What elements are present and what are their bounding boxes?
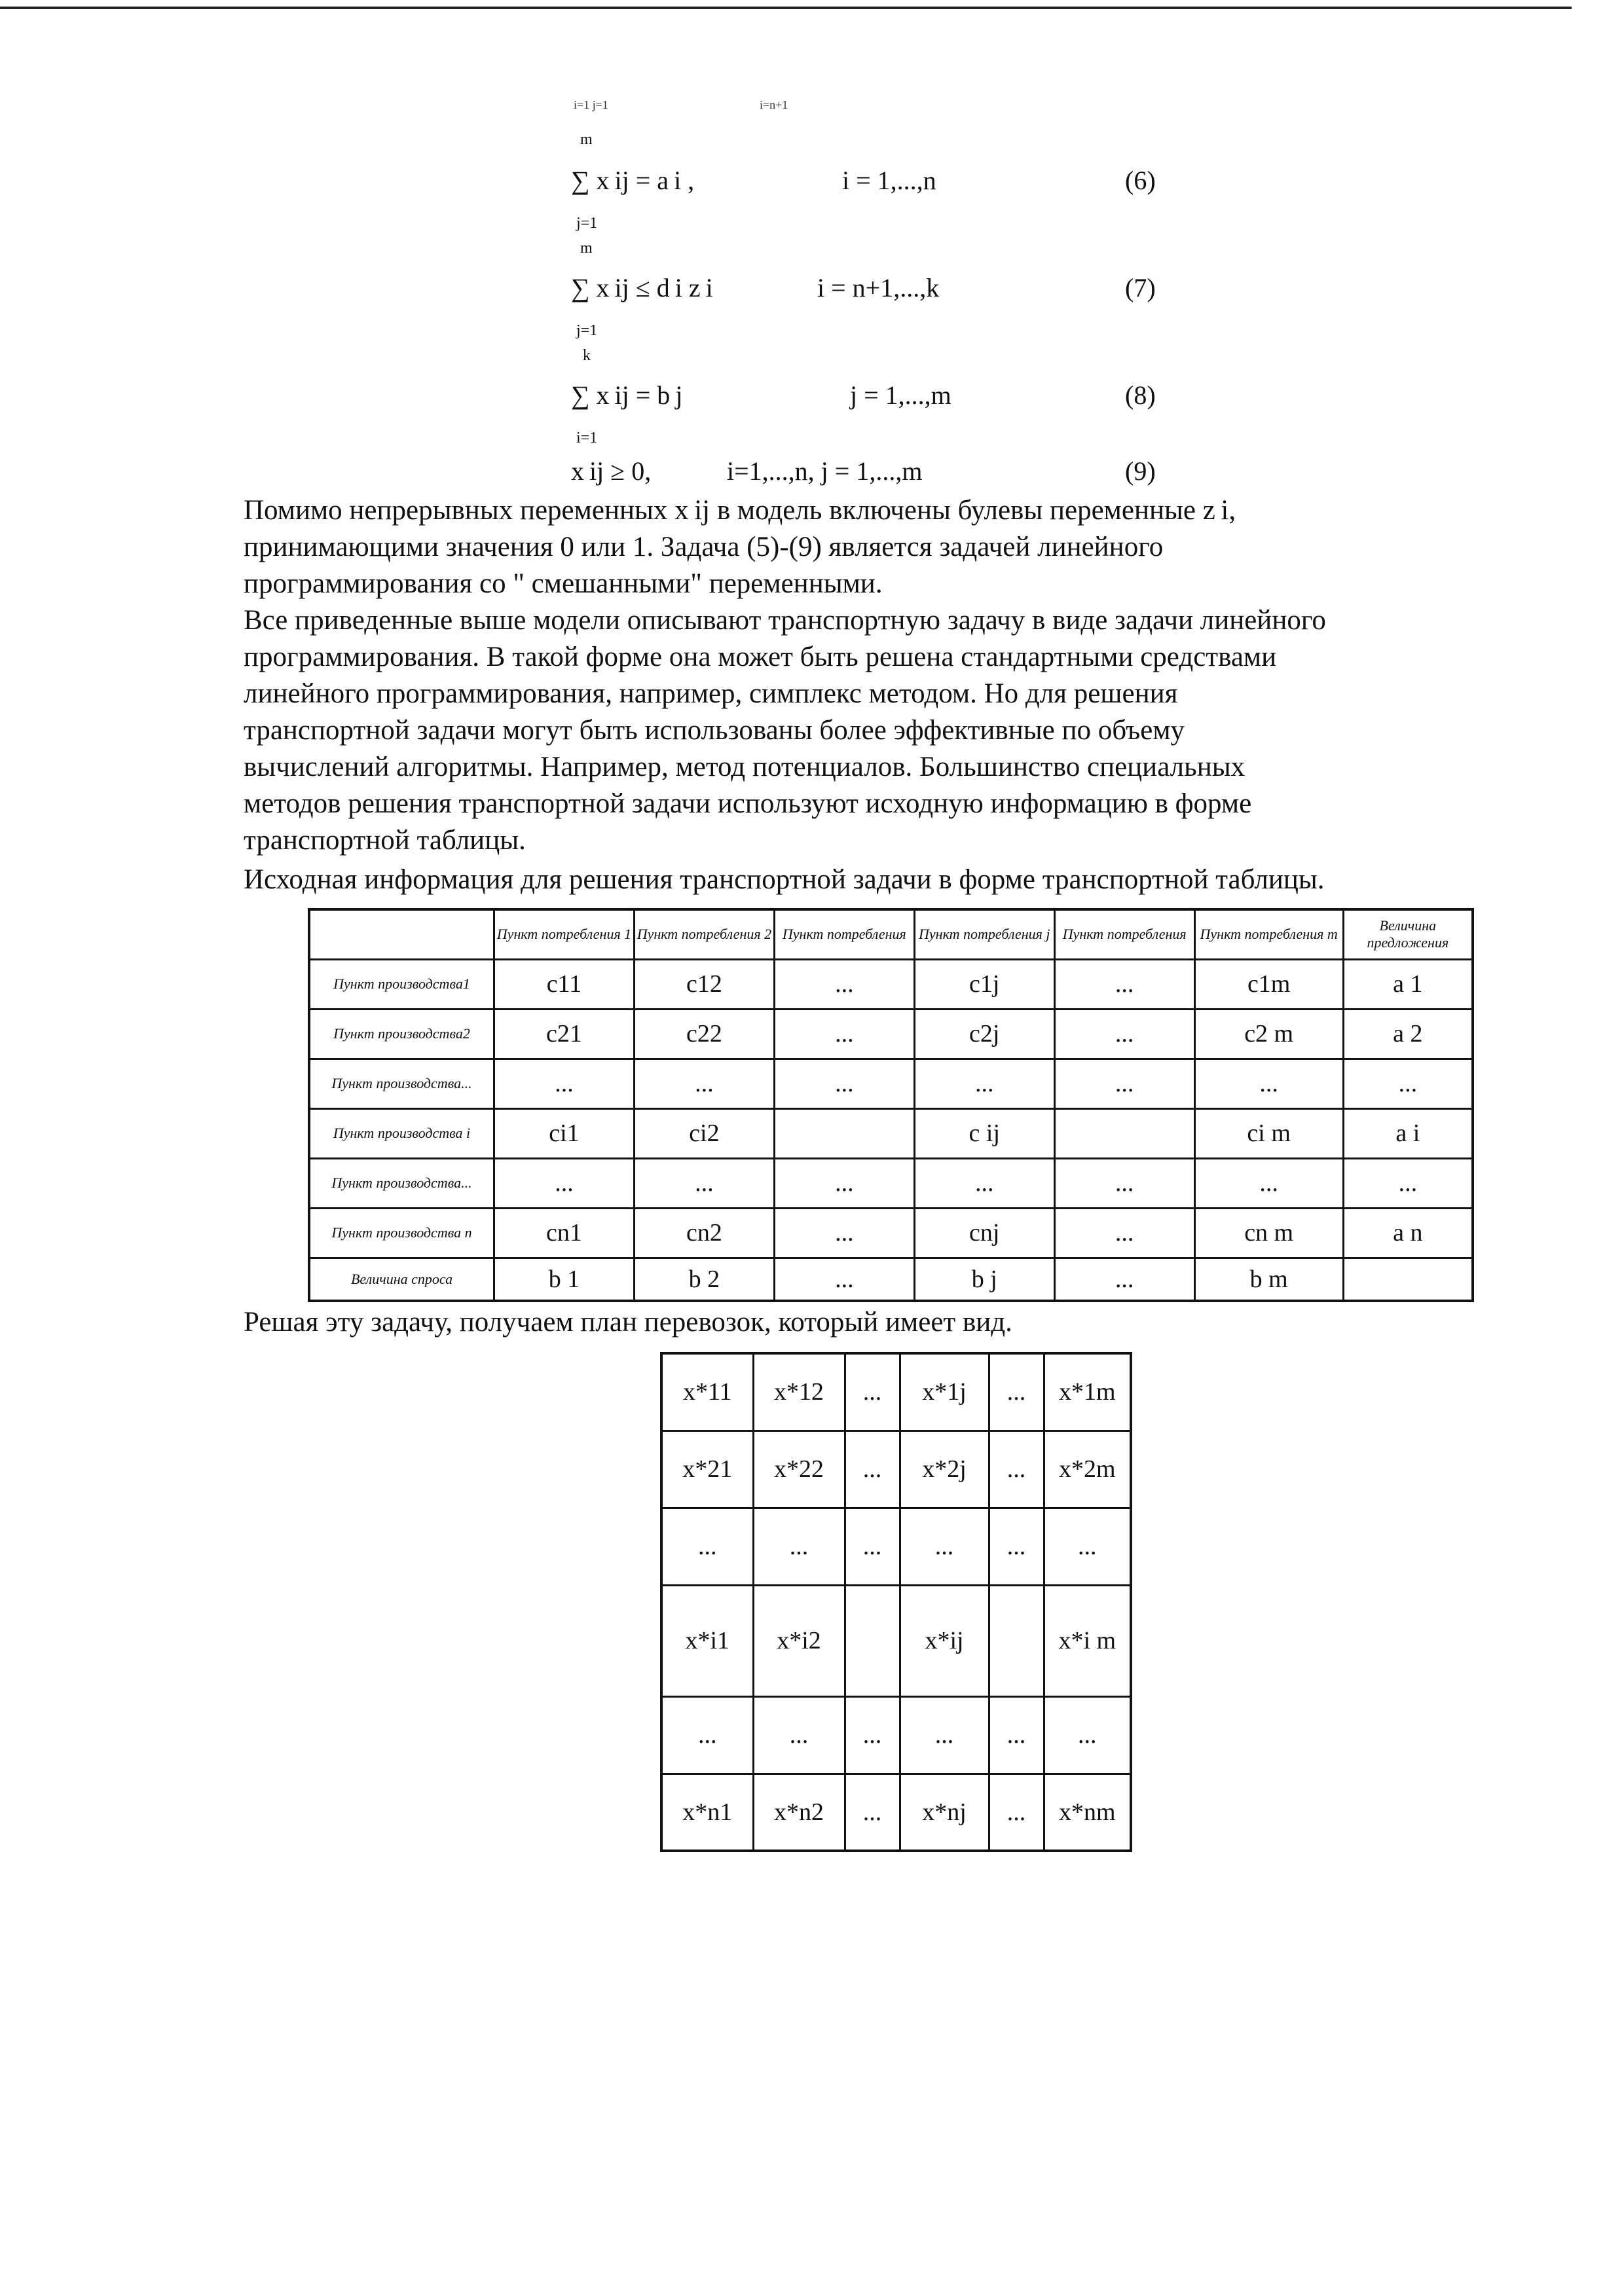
- header-cell: Пункт потребления 1: [494, 909, 635, 959]
- header-cell: Пункт потребления 2: [634, 909, 774, 959]
- equation-expression: x ij ≥ 0,: [571, 456, 652, 486]
- header-cell: [309, 909, 494, 959]
- table-cell: a n: [1343, 1208, 1473, 1258]
- equation-7: [571, 272, 1226, 312]
- table-row: [309, 1158, 1473, 1208]
- table-row: [661, 1774, 1131, 1851]
- row-label: Пункт производства2: [309, 1009, 494, 1059]
- equation-expression: ∑ x ij ≤ d i z i: [571, 273, 713, 302]
- table-header-row: [309, 909, 1473, 959]
- row-label: Пункт производства i: [309, 1108, 494, 1158]
- solution-caption: Решая эту задачу, получаем план перевозок, который имеет вид.: [244, 1307, 1012, 1338]
- table-cell: ...: [1343, 1158, 1473, 1208]
- table-row: [309, 1108, 1473, 1158]
- row-label: Пункт производства n: [309, 1208, 494, 1258]
- table-cell: c12: [634, 959, 774, 1009]
- text-line: программирования со " смешанными" переменными.: [244, 568, 883, 599]
- sum-upper-limit: m: [580, 240, 593, 257]
- equation-6: [571, 165, 1226, 204]
- header-cell: Пункт потребления: [1054, 909, 1194, 959]
- table-cell: c2j: [914, 1009, 1054, 1059]
- table-row-demand: [309, 1258, 1473, 1301]
- table-cell: x*2m: [1044, 1430, 1131, 1508]
- paragraph-boolean-variables: [244, 492, 1527, 602]
- table-row: [309, 1009, 1473, 1059]
- table-cell: ...: [989, 1353, 1044, 1430]
- table-cell: ...: [989, 1696, 1044, 1774]
- table-cell: ...: [914, 1059, 1054, 1108]
- table-cell: ...: [845, 1774, 900, 1851]
- table-cell: x*21: [661, 1430, 753, 1508]
- table-cell: b 2: [634, 1258, 774, 1301]
- table-cell: a i: [1343, 1108, 1473, 1158]
- table-row: [661, 1585, 1131, 1696]
- cropped-formula-fragment: i=1 j=1: [574, 98, 608, 111]
- text-line: принимающими значения 0 или 1. Задача (5)-(9) является задачей линейного: [244, 532, 1164, 562]
- table-cell: c21: [494, 1009, 635, 1059]
- table-cell: x*i m: [1044, 1585, 1131, 1696]
- table-cell: c ij: [914, 1108, 1054, 1158]
- table-cell: x*1m: [1044, 1353, 1131, 1430]
- table-cell: a 1: [1343, 959, 1473, 1009]
- table-cell: c11: [494, 959, 635, 1009]
- table-cell: x*n2: [753, 1774, 845, 1851]
- table-cell: x*1j: [900, 1353, 989, 1430]
- table-cell: ...: [1054, 1208, 1194, 1258]
- table-cell: x*22: [753, 1430, 845, 1508]
- table-cell: [1054, 1108, 1194, 1158]
- sum-lower-limit: j=1: [576, 322, 598, 339]
- equation-number: (6): [1125, 166, 1156, 195]
- table-row: [309, 1208, 1473, 1258]
- equation-expression: ∑ x ij = a i ,: [571, 166, 695, 195]
- table-cell: c1m: [1194, 959, 1343, 1009]
- table-cell: ...: [494, 1059, 635, 1108]
- table-cell: cn2: [634, 1208, 774, 1258]
- table-row: [661, 1508, 1131, 1585]
- table-cell: x*n1: [661, 1774, 753, 1851]
- equation-number: (8): [1125, 380, 1156, 410]
- cropped-formula-fragment: i=n+1: [760, 98, 788, 111]
- table-cell: cn m: [1194, 1208, 1343, 1258]
- equation-condition: i = 1,...,n: [842, 166, 936, 195]
- table-cell: a 2: [1343, 1009, 1473, 1059]
- header-cell: Пункт потребления m: [1194, 909, 1343, 959]
- table-cell: c2 m: [1194, 1009, 1343, 1059]
- table-cell: ci1: [494, 1108, 635, 1158]
- table-cell: x*nm: [1044, 1774, 1131, 1851]
- equation-expression: ∑ x ij = b j: [571, 380, 683, 410]
- equation-number: (9): [1125, 456, 1156, 486]
- table-cell: ...: [900, 1508, 989, 1585]
- table-cell: ...: [1343, 1059, 1473, 1108]
- equation-condition: i=1,...,n, j = 1,...,m: [727, 456, 923, 486]
- table-cell: x*2j: [900, 1430, 989, 1508]
- table-row: [661, 1696, 1131, 1774]
- text-line: транспортной таблицы.: [244, 825, 526, 856]
- table-cell: ...: [1054, 1059, 1194, 1108]
- table-cell: ...: [1194, 1059, 1343, 1108]
- table-cell: b j: [914, 1258, 1054, 1301]
- table-cell: [1343, 1258, 1473, 1301]
- table-cell: ...: [774, 1158, 914, 1208]
- table-cell: b 1: [494, 1258, 635, 1301]
- table-cell: ...: [989, 1508, 1044, 1585]
- text-line: линейного программирования, например, симплекс методом. Но для решения: [244, 678, 1178, 709]
- table-cell: ci m: [1194, 1108, 1343, 1158]
- table-row: [309, 959, 1473, 1009]
- sum-upper-limit: k: [583, 347, 591, 364]
- table-cell: c1j: [914, 959, 1054, 1009]
- row-label: Пункт производства...: [309, 1059, 494, 1108]
- table-cell: ...: [900, 1696, 989, 1774]
- text-line: методов решения транспортной задачи используют исходную информацию в форме: [244, 788, 1252, 819]
- text-line: Все приведенные выше модели описывают транспортную задачу в виде задачи линейного: [244, 605, 1326, 636]
- table-cell: [989, 1585, 1044, 1696]
- table-cell: ...: [774, 1258, 914, 1301]
- transport-table: [308, 908, 1474, 1302]
- table-cell: x*nj: [900, 1774, 989, 1851]
- text-line: программирования. В такой форме она может быть решена стандартными средствами: [244, 642, 1277, 672]
- table-cell: cnj: [914, 1208, 1054, 1258]
- table-cell: ...: [774, 1009, 914, 1059]
- text-line: транспортной задачи могут быть использованы более эффективные по объему: [244, 715, 1185, 746]
- equation-number: (7): [1125, 273, 1156, 302]
- top-rule: [0, 7, 1572, 9]
- table-cell: cn1: [494, 1208, 635, 1258]
- shipment-plan-table: [660, 1352, 1132, 1852]
- table-caption: Исходная информация для решения транспортной задачи в форме транспортной таблицы.: [244, 864, 1325, 895]
- table-cell: ...: [845, 1696, 900, 1774]
- table-cell: ...: [634, 1059, 774, 1108]
- table-cell: ...: [1054, 959, 1194, 1009]
- table-cell: ...: [914, 1158, 1054, 1208]
- table-cell: ...: [1044, 1696, 1131, 1774]
- table-cell: x*ij: [900, 1585, 989, 1696]
- table-row: [661, 1353, 1131, 1430]
- table-cell: ...: [989, 1774, 1044, 1851]
- table-cell: ...: [845, 1508, 900, 1585]
- table-cell: b m: [1194, 1258, 1343, 1301]
- table-cell: ...: [845, 1430, 900, 1508]
- table-cell: x*12: [753, 1353, 845, 1430]
- table-cell: x*i2: [753, 1585, 845, 1696]
- table-cell: ...: [661, 1508, 753, 1585]
- table-cell: c22: [634, 1009, 774, 1059]
- table-cell: ...: [1054, 1258, 1194, 1301]
- table-cell: ...: [494, 1158, 635, 1208]
- table-cell: ...: [1194, 1158, 1343, 1208]
- table-cell: ...: [634, 1158, 774, 1208]
- table-cell: ...: [774, 1208, 914, 1258]
- table-cell: ci2: [634, 1108, 774, 1158]
- paragraph-transport-problem: [244, 602, 1527, 859]
- table-cell: ...: [1044, 1508, 1131, 1585]
- sum-lower-limit: j=1: [576, 215, 598, 232]
- header-cell: Пункт потребления j: [914, 909, 1054, 959]
- header-cell: Величина предложения: [1343, 909, 1473, 959]
- table-cell: ...: [753, 1696, 845, 1774]
- table-cell: ...: [1054, 1009, 1194, 1059]
- table-cell: ...: [1054, 1158, 1194, 1208]
- table-row: [309, 1059, 1473, 1108]
- equation-9: [571, 456, 1226, 495]
- row-label: Пункт производства1: [309, 959, 494, 1009]
- sum-lower-limit: i=1: [576, 429, 598, 446]
- table-cell: ...: [774, 959, 914, 1009]
- table-cell: ...: [753, 1508, 845, 1585]
- table-cell: ...: [774, 1059, 914, 1108]
- header-cell: Пункт потребления: [774, 909, 914, 959]
- equation-condition: i = n+1,...,k: [817, 273, 940, 302]
- table-cell: ...: [989, 1430, 1044, 1508]
- row-label: Пункт производства...: [309, 1158, 494, 1208]
- table-cell: [845, 1585, 900, 1696]
- table-cell: x*11: [661, 1353, 753, 1430]
- table-cell: ...: [661, 1696, 753, 1774]
- sum-upper-limit: m: [580, 131, 593, 148]
- equation-condition: j = 1,...,m: [850, 380, 951, 410]
- table-cell: ...: [845, 1353, 900, 1430]
- text-line: Помимо непрерывных переменных x ij в модель включены булевы переменные z i,: [244, 495, 1236, 526]
- table-cell: x*i1: [661, 1585, 753, 1696]
- row-label: Величина спроса: [309, 1258, 494, 1301]
- table-cell: [774, 1108, 914, 1158]
- table-row: [661, 1430, 1131, 1508]
- equation-8: [571, 380, 1226, 419]
- text-line: вычислений алгоритмы. Например, метод потенциалов. Большинство специальных: [244, 752, 1246, 782]
